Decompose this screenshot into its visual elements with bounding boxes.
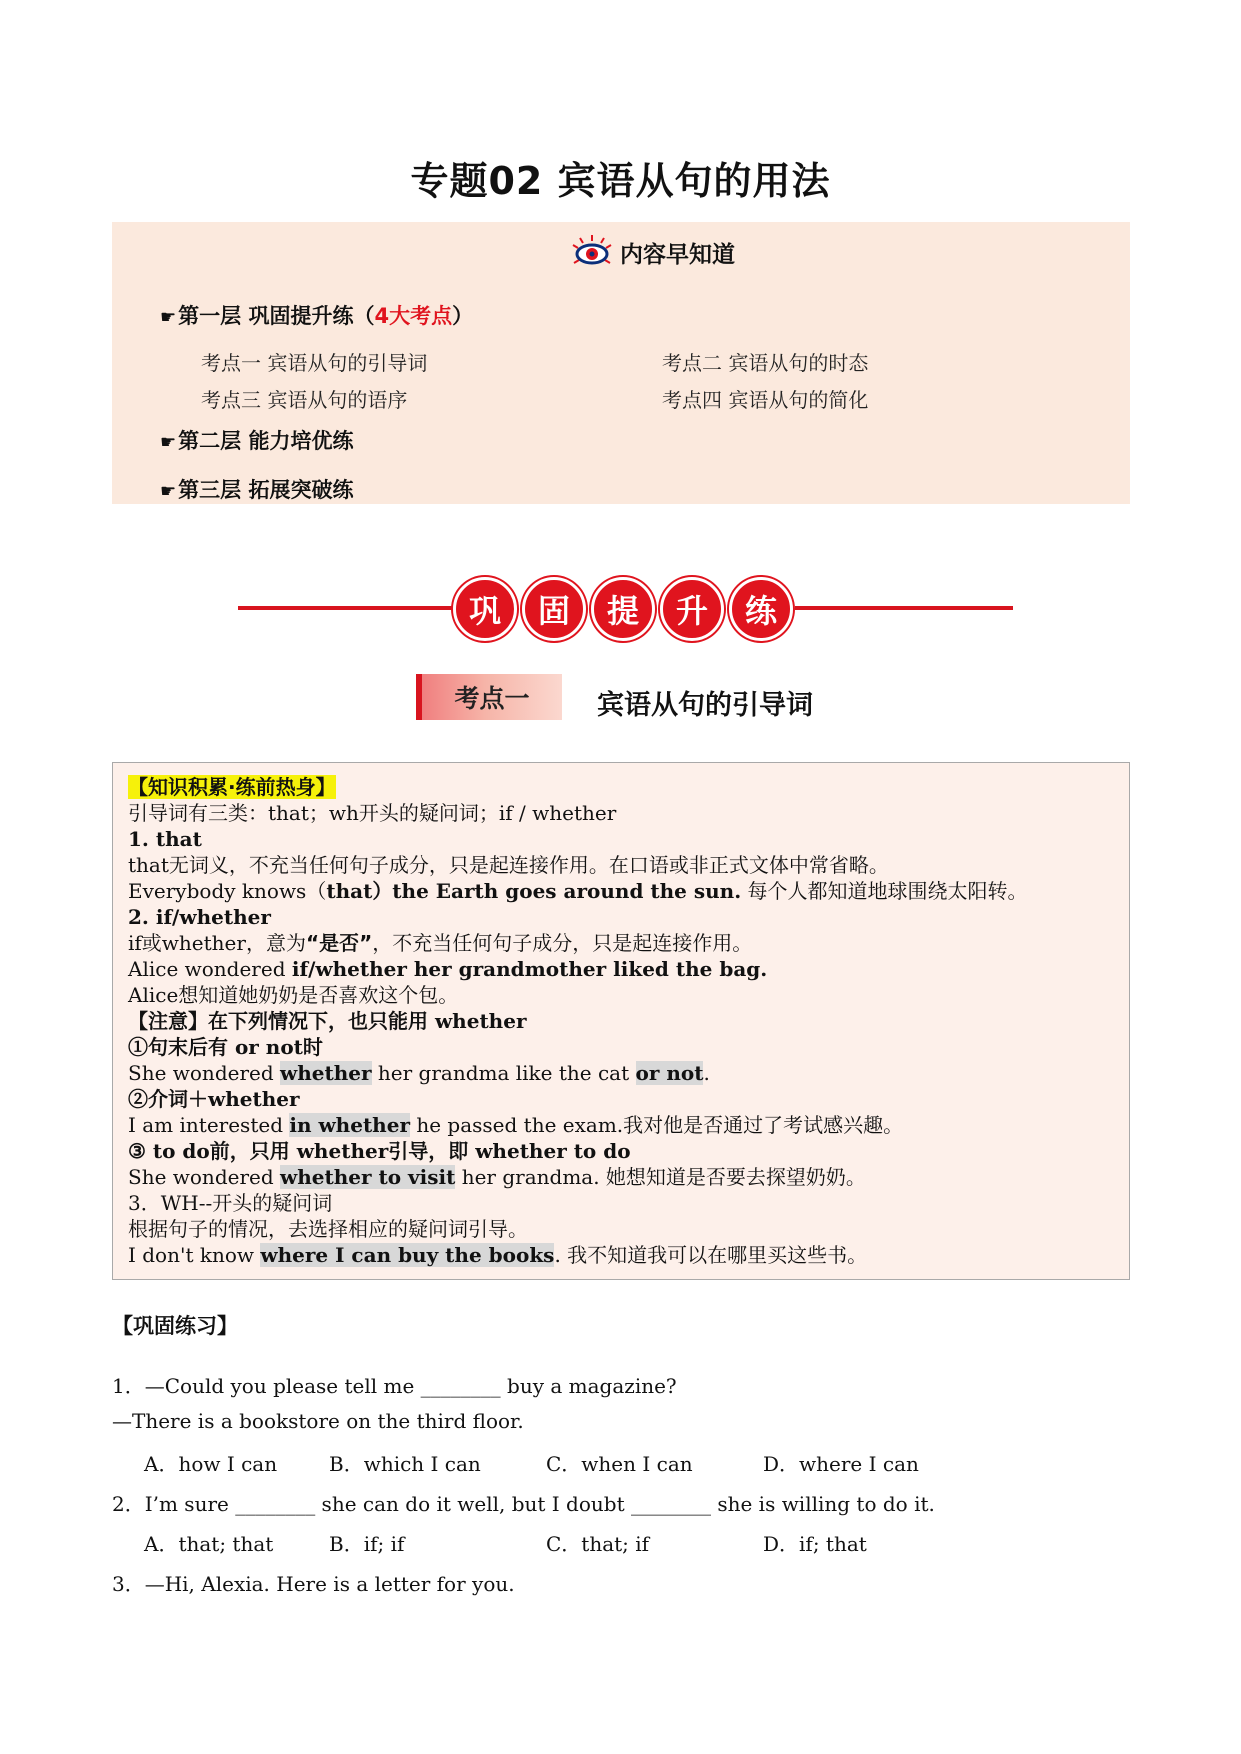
banner-char: 固 xyxy=(522,577,586,641)
layer-1: ☛第一层 巩固提升练（4大考点） xyxy=(160,304,474,328)
knowledge-line: I am interested in whether he passed the exam.我对他是否通过了考试感兴趣。 xyxy=(128,1113,904,1137)
q2-option-c[interactable]: C．that; if xyxy=(546,1532,650,1556)
knowledge-line: Everybody knows（that）the Earth goes around the sun. 每个人都知道地球围绕太阳转。 xyxy=(128,879,1028,903)
banner-char: 巩 xyxy=(453,577,517,641)
knowledge-line: 1. that xyxy=(128,827,202,851)
knowledge-line: ①句末后有 or not时 xyxy=(128,1035,323,1059)
question-2: 2．I’m sure ________ she can do it well, but I doubt ________ she is willing to do it. xyxy=(112,1492,935,1516)
pointing-hand-icon: ☛ xyxy=(160,481,177,502)
point-3: 考点三 宾语从句的语序 xyxy=(201,388,408,412)
knowledge-line: Alice想知道她奶奶是否喜欢这个包。 xyxy=(128,983,459,1007)
banner-char: 提 xyxy=(591,577,655,641)
banner-line-right xyxy=(795,606,1013,610)
knowledge-line: Alice wondered if/whether her grandmother liked the bag. xyxy=(128,957,768,981)
layer-2: ☛第二层 能力培优练 xyxy=(160,429,354,453)
section-tag: 考点一 xyxy=(416,674,562,720)
q1-option-d[interactable]: D．where I can xyxy=(763,1452,919,1476)
question-3: 3．—Hi, Alexia. Here is a letter for you. xyxy=(112,1572,515,1596)
q2-option-a[interactable]: A．that; that xyxy=(144,1532,274,1556)
knowledge-line: ③ to do前，只用 whether引导，即 whether to do xyxy=(128,1139,631,1163)
practice-heading: 【巩固练习】 xyxy=(112,1314,238,1338)
knowledge-line: that无词义，不充当任何句子成分，只是起连接作用。在口语或非正式文体中常省略。 xyxy=(128,853,889,877)
layer-1-count: 4大考点 xyxy=(374,304,453,328)
knowledge-line: She wondered whether her grandma like the cat or not. xyxy=(128,1061,710,1085)
q1-option-b[interactable]: B．which I can xyxy=(329,1452,481,1476)
question-1-reply: —There is a bookstore on the third floor. xyxy=(112,1409,524,1433)
knowledge-line: 【注意】在下列情况下，也只能用 whether xyxy=(128,1009,527,1033)
q2-option-d[interactable]: D．if; that xyxy=(763,1532,867,1556)
section-title: 宾语从句的引导词 xyxy=(597,690,813,721)
banner-char: 练 xyxy=(729,577,793,641)
point-4: 考点四 宾语从句的简化 xyxy=(662,388,869,412)
q1-option-a[interactable]: A．how I can xyxy=(144,1452,278,1476)
knowledge-line: I don't know where I can buy the books. 我不知道我可以在哪里买这些书。 xyxy=(128,1243,868,1267)
knowledge-line: if或whether，意为“是否”，不充当任何句子成分，只是起连接作用。 xyxy=(128,931,753,955)
overview-heading-text: 内容早知道 xyxy=(620,241,735,268)
layer-3: ☛第三层 拓展突破练 xyxy=(160,478,354,502)
knowledge-heading: 【知识积累·练前热身】 xyxy=(128,775,336,799)
overview-heading xyxy=(570,232,735,272)
point-2: 考点二 宾语从句的时态 xyxy=(662,351,869,375)
point-1: 考点一 宾语从句的引导词 xyxy=(201,351,428,375)
page-title: 专题02 宾语从句的用法 xyxy=(410,159,831,203)
banner-line-left xyxy=(238,606,453,610)
pointing-hand-icon: ☛ xyxy=(160,432,177,453)
banner-char: 升 xyxy=(660,577,724,641)
eye-icon xyxy=(570,233,614,271)
knowledge-line: 根据句子的情况，去选择相应的疑问词引导。 xyxy=(128,1217,528,1241)
knowledge-line: 引导词有三类：that；wh开头的疑问词；if / whether xyxy=(128,801,617,825)
section-banner xyxy=(453,577,793,641)
knowledge-line: She wondered whether to visit her grandma. 她想知道是否要去探望奶奶。 xyxy=(128,1165,866,1189)
question-1: 1．—Could you please tell me ________ buy a magazine? xyxy=(112,1374,677,1398)
knowledge-line: 2. if/whether xyxy=(128,905,271,929)
knowledge-line: 3．WH--开头的疑问词 xyxy=(128,1191,333,1215)
pointing-hand-icon: ☛ xyxy=(160,307,177,328)
q2-option-b[interactable]: B．if; if xyxy=(329,1532,405,1556)
q1-option-c[interactable]: C．when I can xyxy=(546,1452,693,1476)
knowledge-line: ②介词＋whether xyxy=(128,1087,300,1111)
